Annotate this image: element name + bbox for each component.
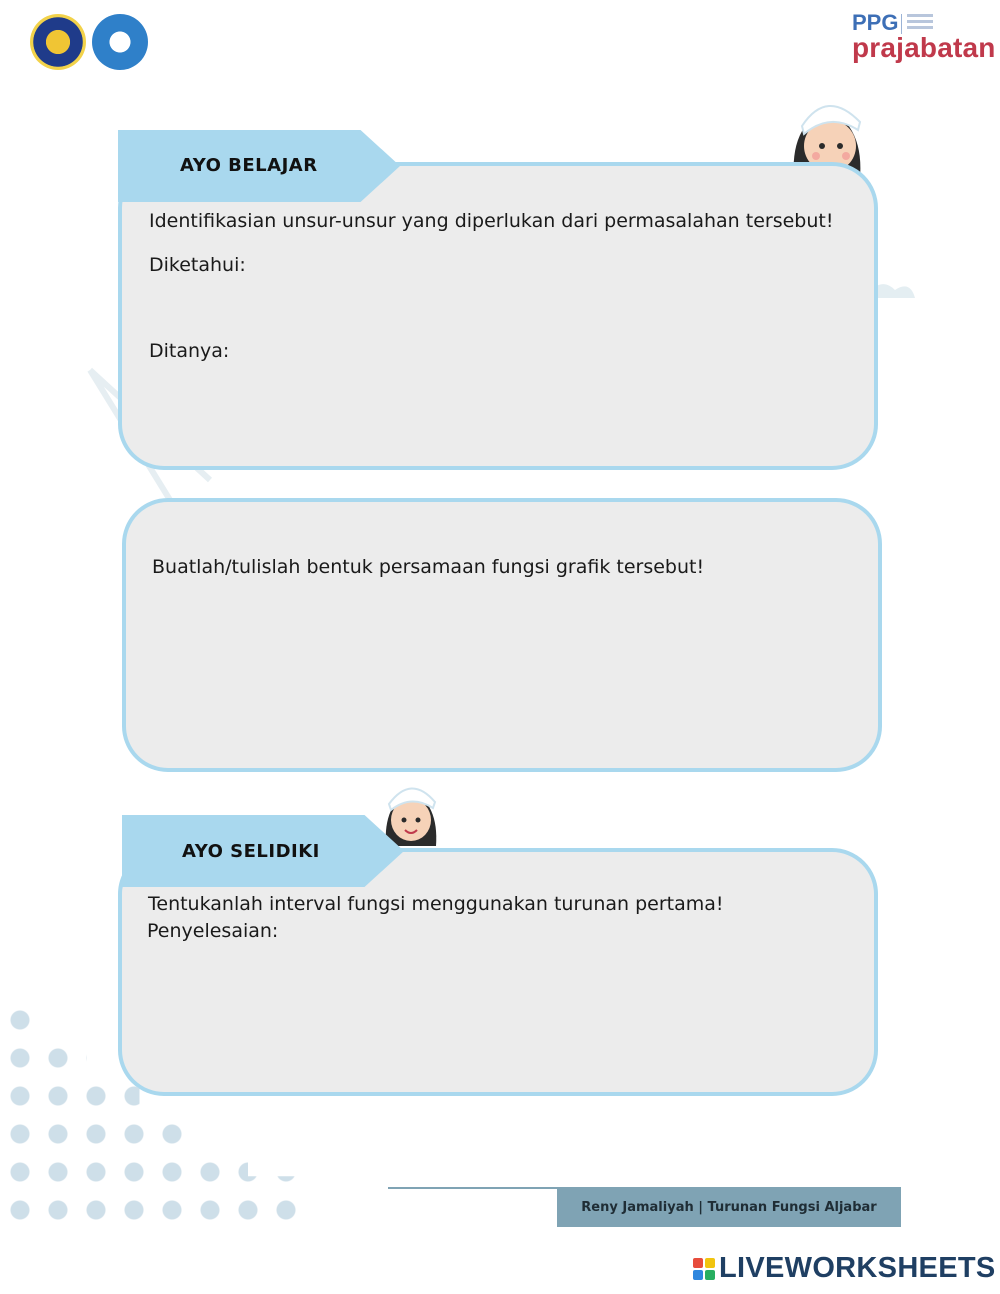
known-answer-area[interactable] <box>149 282 839 322</box>
footer-line <box>388 1187 560 1189</box>
liveworksheets-logo-icon <box>693 1258 715 1280</box>
ayo-belajar-instruction: Identifikasian unsur-unsur yang diperlukan dari permasalahan tersebut! <box>149 210 834 232</box>
ayo-belajar-title: AYO BELAJAR <box>180 155 318 176</box>
university-seal-icon <box>30 14 86 70</box>
solution-answer-area[interactable] <box>148 950 838 1060</box>
liveworksheets-watermark[interactable]: LIVEWORKSHEETS <box>719 1252 996 1284</box>
solution-label: Penyelesaian: <box>147 920 279 942</box>
asked-label: Ditanya: <box>149 340 230 362</box>
brand-divider <box>901 14 902 34</box>
brand-prajabatan: prajabatan <box>852 32 996 63</box>
student-girl-small-illustration <box>380 774 442 846</box>
ayo-selidiki-title: AYO SELIDIKI <box>182 841 320 862</box>
footer-credit: Reny Jamaliyah | Turunan Fungsi Aljabar <box>557 1187 901 1227</box>
ministry-emblem-icon <box>92 14 148 70</box>
asked-answer-area[interactable] <box>149 370 839 440</box>
brand-ppg: PPG <box>852 10 899 35</box>
equation-instruction: Buatlah/tulislah bentuk persamaan fungsi grafik tersebut! <box>152 556 705 578</box>
brand-tagline-lines <box>907 14 933 32</box>
known-label: Diketahui: <box>149 254 246 276</box>
ayo-selidiki-instruction: Tentukanlah interval fungsi menggunakan turunan pertama! <box>148 893 724 915</box>
equation-answer-area[interactable] <box>152 592 842 742</box>
